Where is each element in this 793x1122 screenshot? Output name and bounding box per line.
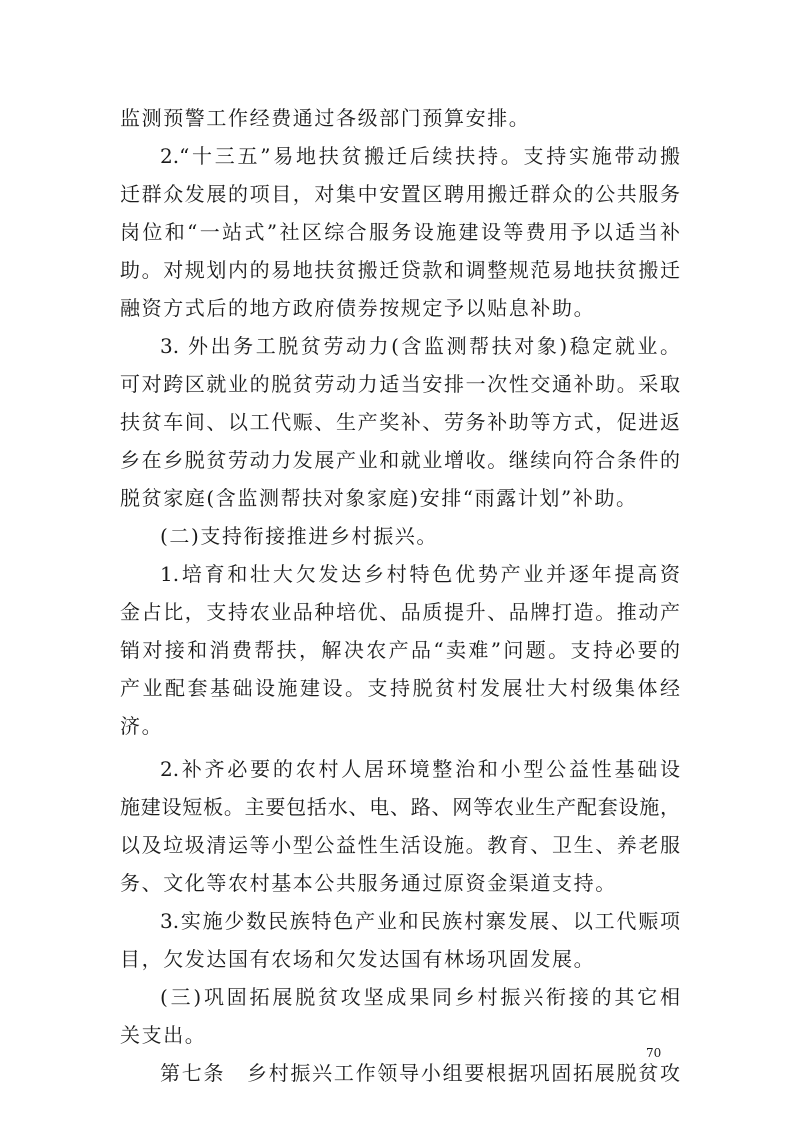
text-line: 脱贫家庭(含监测帮扶对象家庭)安排“雨露计划”补助。 (120, 486, 638, 510)
text-line: 目，欠发达国有农场和欠发达国有林场巩固发展。 (120, 947, 596, 971)
text-line: 关支出。 (120, 1023, 207, 1047)
text-line: 金占比，支持农业品种培优、品质提升、品牌打造。推动产 (120, 600, 680, 624)
text-line: 助。对规划内的易地扶贫搬迁贷款和调整规范易地扶贫搬迁 (120, 258, 680, 282)
text-line: 1.培育和壮大欠发达乡村特色优势产业并逐年提高资 (160, 562, 680, 586)
text-line: 乡在乡脱贫劳动力发展产业和就业增收。继续向符合条件的 (120, 448, 680, 472)
page-number: 70 (646, 1046, 662, 1060)
text-line: 施建设短板。主要包括水、电、路、网等农业生产配套设施， (120, 795, 680, 819)
article-heading: 第七条 乡村振兴工作领导小组要根据巩固拓展脱贫攻 (160, 1061, 680, 1085)
text-line: 2.“十三五”易地扶贫搬迁后续扶持。支持实施带动搬 (160, 144, 680, 168)
text-line: 岗位和“一站式”社区综合服务设施建设等费用予以适当补 (120, 220, 680, 244)
text-line: 务、文化等农村基本公共服务通过原资金渠道支持。 (120, 871, 617, 895)
text-line: 3.实施少数民族特色产业和民族村寨发展、以工代赈项 (160, 909, 680, 933)
text-line: 融资方式后的地方政府债券按规定予以贴息补助。 (120, 296, 596, 320)
text-line: 产业配套基础设施建设。支持脱贫村发展壮大村级集体经 (120, 676, 680, 700)
section-heading: (二)支持衔接推进乡村振兴。 (160, 524, 439, 548)
text-line: 济。 (120, 714, 164, 738)
text-line: 监测预警工作经费通过各级部门预算安排。 (120, 106, 531, 130)
text-line: 以及垃圾清运等小型公益性生活设施。教育、卫生、养老服 (120, 833, 680, 857)
text-line: 扶贫车间、以工代赈、生产奖补、劳务补助等方式，促进返 (120, 410, 680, 434)
text-line: 可对跨区就业的脱贫劳动力适当安排一次性交通补助。采取 (120, 372, 680, 396)
text-line: 销对接和消费帮扶，解决农产品“卖难”问题。支持必要的 (120, 638, 680, 662)
text-line: 3. 外出务工脱贫劳动力(含监测帮扶对象)稳定就业。 (160, 334, 680, 358)
text-line: 迁群众发展的项目，对集中安置区聘用搬迁群众的公共服务 (120, 182, 680, 206)
section-heading: (三)巩固拓展脱贫攻坚成果同乡村振兴衔接的其它相 (160, 985, 680, 1009)
text-line: 2.补齐必要的农村人居环境整治和小型公益性基础设 (160, 757, 680, 781)
